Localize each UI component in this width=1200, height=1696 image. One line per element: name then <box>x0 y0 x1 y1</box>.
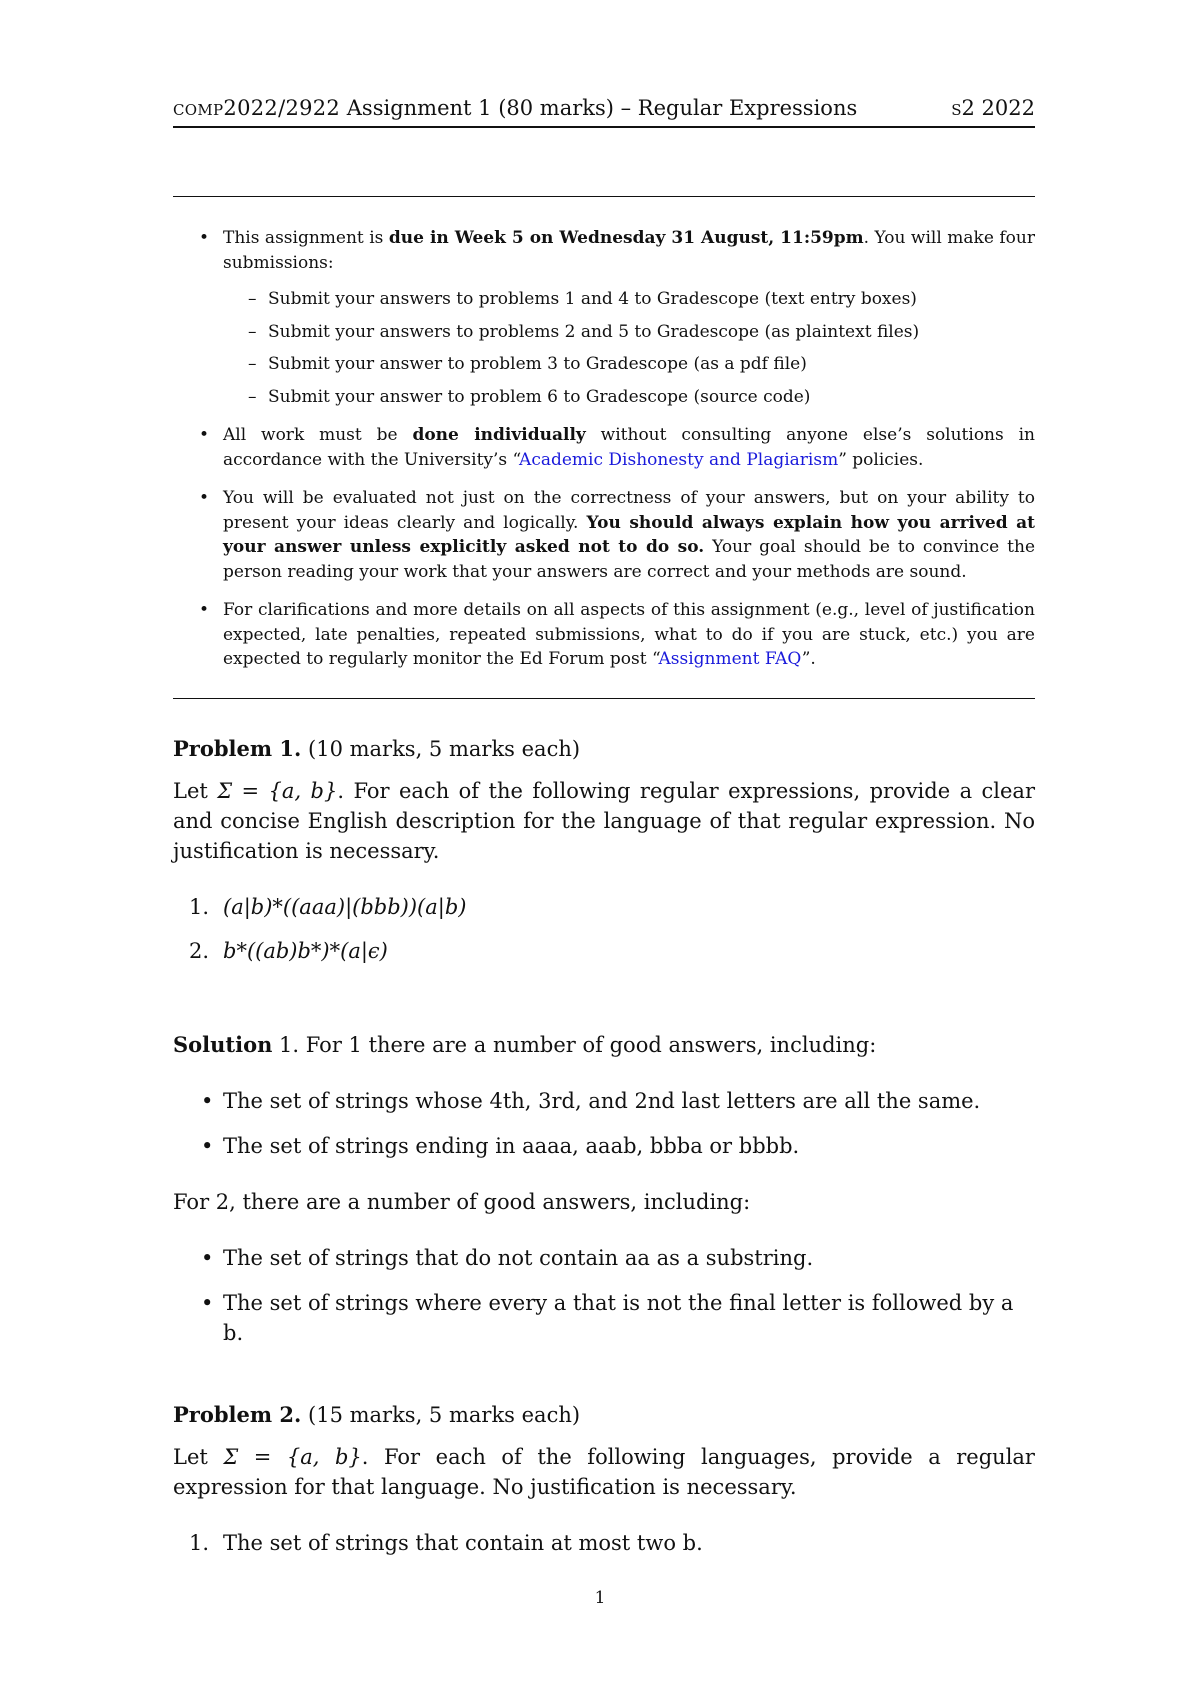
notice-due-item: • This assignment is due in Week 5 on Wednesday 31 August, 11:59pm. You will make four submissions: – Submit your answers to problems 1 and 4 to Gradescope (text entry boxes) – Submit your answers to problems 2 and 5 to Gradescope (as plaintext files) – Submit your answer to problem 3 to Gradescope (as a pdf file) – Submit your answer to problem 6 to Gradescope (source code) <box>173 226 1035 409</box>
solution1-text2: For 2, there are a number of good answers, including: <box>173 1190 751 1214</box>
list-item: • The set of strings that do not contain aa as a substring. <box>173 1243 1035 1273</box>
submission-item: – Submit your answers to problems 1 and 4 to Gradescope (text entry boxes) <box>223 287 1035 312</box>
problem2-intro: Let Σ = {a, b}. For each of the following languages, provide a regular expression for that language. No justification is necessary. <box>173 1445 1035 1499</box>
solution1-intro: Solution 1. For 1 there are a number of good answers, including: <box>173 1032 877 1057</box>
regex-expression: (a|b)*((aaa)|(bbb))(a|b) <box>223 895 467 919</box>
submission-item: – Submit your answer to problem 6 to Gradescope (source code) <box>223 385 1035 410</box>
problem1-list <box>173 892 1035 966</box>
list-item: 1. (a|b)*((aaa)|(bbb))(a|b) <box>189 895 467 919</box>
notice-clarification-item: • For clarifications and more details on all aspects of this assignment (e.g., level of justification expected, late penalties, repeated submissions, what to do if you are stuck, etc.) you are expected to regularly monitor the Ed Forum post “Assignment FAQ”. <box>173 598 1035 672</box>
page-number: 1 <box>594 1588 606 1608</box>
submission-item: – Submit your answer to problem 3 to Gradescope (as a pdf file) <box>223 352 1035 377</box>
assignment-title: Assignment 1 (80 marks) – Regular Expressions <box>340 96 858 120</box>
submission-list <box>223 287 1035 409</box>
alphabet-definition: Σ = {a, b} <box>217 779 338 803</box>
problem2-list <box>173 1528 1035 1558</box>
notice-box <box>173 226 1035 672</box>
list-item: • The set of strings ending in aaaa, aaab, bbba or bbbb. <box>173 1131 1035 1161</box>
problem1-heading: Problem 1. (10 marks, 5 marks each) <box>173 736 581 761</box>
header-term: s2 2022 <box>951 96 1035 120</box>
due-date: due in Week 5 on Wednesday 31 August, 11:59pm <box>388 228 864 248</box>
list-item: 1. The set of strings that contain at most two b. <box>189 1531 703 1555</box>
notice-individual-item: • All work must be done individually without consulting anyone else’s solutions in accordance with the University’s “Academic Dishonesty and Plagiarism” policies. <box>173 423 1035 472</box>
assignment-faq-link[interactable]: Assignment FAQ <box>658 649 802 669</box>
solution1-list-a <box>173 1086 1035 1161</box>
solution1-list-b <box>173 1243 1035 1348</box>
plagiarism-policy-link[interactable]: Academic Dishonesty and Plagiarism <box>519 449 839 470</box>
notice-top-rule <box>173 196 1035 197</box>
notice-bottom-rule <box>173 698 1035 699</box>
regex-expression: b*((ab)b*)*(a|ϵ) <box>223 939 388 963</box>
submission-item: – Submit your answers to problems 2 and 5 to Gradescope (as plaintext files) <box>223 320 1035 345</box>
list-item: • The set of strings whose 4th, 3rd, and 2nd last letters are all the same. <box>173 1086 1035 1116</box>
header-title <box>173 96 857 120</box>
main-content <box>173 734 1035 1558</box>
page-header <box>173 96 1035 128</box>
list-item: • The set of strings where every a that is not the final letter is followed by a b. <box>173 1288 1035 1348</box>
problem1-intro: Let Σ = {a, b}. For each of the following regular expressions, provide a clear and concise English description for the language of that regular expression. No justification is necessary. <box>173 779 1035 863</box>
list-item: 2. b*((ab)b*)*(a|ϵ) <box>189 939 388 963</box>
notice-evaluation-item: • You will be evaluated not just on the correctness of your answers, but on your ability to present your ideas clearly and logically. You should always explain how you arrived at your answer unless explicitly asked not to do so. Your goal should be to convince the person reading your work that your answers are correct and your methods are sound. <box>173 486 1035 584</box>
course-code: comp2022/2922 <box>173 96 341 120</box>
problem2-heading: Problem 2. (15 marks, 5 marks each) <box>173 1402 581 1427</box>
alphabet-definition: Σ = {a, b} <box>223 1445 362 1469</box>
